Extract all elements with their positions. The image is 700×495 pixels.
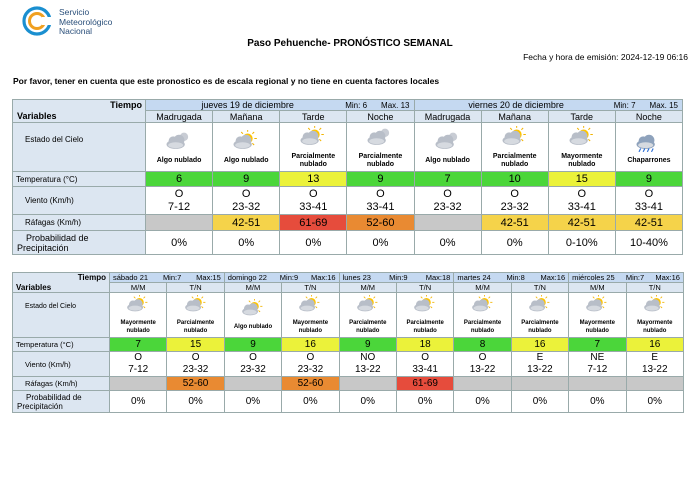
variables-label: Variables [13,283,110,293]
precipitation-cell: 0-10% [548,231,615,255]
sun-cloud-icon [500,126,530,153]
temperature-cell: 7 [569,338,626,352]
sky-label-1: Parcialmente [349,320,387,326]
temperature-cell: 16 [511,338,568,352]
sky-wrap [213,130,279,165]
day-name: sábado 21 [113,273,149,282]
sky-cell [396,293,453,338]
day-name: jueves 19 de diciembre [201,100,294,110]
sky-cell [454,293,511,338]
smn-logo-icon [22,6,56,36]
wind-cell [396,352,453,377]
temperature-cell: 7 [414,172,481,187]
day-header [454,273,569,283]
day-header-inner [225,273,339,282]
sky-label-2: nublado [183,328,208,334]
sun-cloud-icon [470,295,496,319]
sun-cloud-icon [527,295,553,319]
day-header [146,100,415,111]
precip-label-2: Precipitación [17,242,69,253]
page-title: Paso Pehuenche- PRONÓSTICO SEMANAL [247,38,453,49]
wind-direction: NE [590,352,605,363]
sky-wrap [110,295,166,335]
sky-wrap [482,126,548,169]
precipitacion-label [13,391,110,413]
gust-cell [146,215,213,231]
org-line-2: Meteorológico [59,16,113,27]
sun-cloud-icon [298,126,328,153]
sky-label-1: Parcialmente [463,320,502,326]
temperatura-label: Temperatura (°C) [13,172,146,187]
period-header: M/M [569,283,626,293]
wind-cell [414,187,481,215]
temperature-cell: 7 [110,338,167,352]
sky-cell [347,123,414,172]
day-name: martes 24 [457,273,491,282]
tiempo-label: Tiempo [13,273,110,283]
sky-label-2: nublado [126,328,150,334]
rain-cloud-icon [634,130,664,157]
sky-cell [481,123,548,172]
wind-cell [213,187,280,215]
day-min: Min:7 [625,273,645,282]
sun-cloud-icon [297,295,323,319]
gust-cell [224,377,281,391]
org-line-3: Nacional [59,26,93,36]
sky-label-1: Mayormente [637,320,673,326]
wind-direction: E [536,352,544,363]
day-header-inner [569,273,683,282]
viento-label: Viento (Km/h) [13,187,146,215]
wind-speed: 33-41 [366,200,395,213]
tiempo-label: Tiempo [13,100,146,111]
gust-cell [414,215,481,231]
smn-logo [22,6,142,40]
sky-wrap [616,130,682,165]
precipitation-cell: 0% [167,391,224,413]
sky-wrap [146,130,212,165]
sky-label: Parcialmente nublado [492,152,537,168]
sky-wrap [282,295,338,335]
gust-cell: 52-60 [347,215,414,231]
period-header: Tarde [280,111,347,123]
sky-cell [110,293,167,338]
wind-speed: 23-32 [240,364,266,375]
wind-cell [167,352,224,377]
sky-label-2: nublado [643,328,667,334]
wind-cell [481,187,548,215]
wind-cell [146,187,213,215]
viento-label: Viento (Km/h) [13,352,110,377]
cloud-night-icon [433,130,463,157]
day-max: Max:16 [540,273,566,282]
gust-cell [454,377,511,391]
day-min: Min:7 [162,273,182,282]
gust-cell: 42-51 [548,215,615,231]
wind-cell [615,187,682,215]
day-max: Max:16 [655,273,680,282]
wind-direction: O [241,187,251,200]
temperature-cell: 16 [626,338,683,352]
temperature-cell: 18 [396,338,453,352]
temperature-cell: 9 [213,172,280,187]
period-header: T/N [282,283,339,293]
sky-label-2: nublado [470,328,495,334]
period-header: Noche [347,111,414,123]
sky-cell [282,293,339,338]
gust-cell [110,377,167,391]
sky-wrap [415,130,481,165]
precipitation-cell: 0% [414,231,481,255]
temperature-cell: 9 [339,338,396,352]
day-max: Max. 13 [381,100,410,110]
sky-wrap [225,299,281,331]
wind-cell [569,352,626,377]
sky-label-1: Parcialmente [521,320,559,326]
estado-label: Estado del Cielo [13,123,146,172]
precipitation-cell: 0% [213,231,280,255]
period-header: T/N [626,283,683,293]
temperature-cell: 10 [481,172,548,187]
wind-speed: 33-41 [567,200,596,213]
wind-direction: O [644,187,654,200]
cloud-night-icon [164,130,194,157]
precipitation-cell: 0% [224,391,281,413]
gust-cell: 61-69 [280,215,347,231]
day-header [110,273,225,283]
gust-cell: 42-51 [481,215,548,231]
sun-cloud-icon [183,295,209,319]
sun-cloud-icon [412,295,438,319]
sky-label: Chaparrones [627,156,671,164]
sky-cell [280,123,347,172]
precip-label-2: Precipitación [17,401,63,411]
estado-label: Estado del Cielo [13,293,110,338]
wind-cell [110,352,167,377]
wind-cell [224,352,281,377]
precipitation-cell: 0% [569,391,626,413]
forecast-table-week2 [12,272,684,413]
sky-wrap [549,126,615,169]
gust-cell: 61-69 [396,377,453,391]
day-min: Min: 6 [345,100,368,110]
gust-cell: 42-51 [615,215,682,231]
sky-cell [213,123,280,172]
period-header: T/N [511,283,568,293]
temperature-cell: 6 [146,172,213,187]
day-max: Max:18 [425,273,451,282]
forecast-table-week1 [12,99,683,255]
gust-cell: 52-60 [282,377,339,391]
sun-cloud-icon [240,299,266,323]
sky-cell [626,293,683,338]
temperature-cell: 16 [282,338,339,352]
sky-wrap [454,295,510,335]
period-header: Mañana [213,111,280,123]
sky-wrap [280,126,346,169]
sky-label-2: nublado [413,328,437,334]
sky-label-1: Mayormente [292,320,329,326]
temperature-cell: 15 [167,338,224,352]
precipitation-cell: 0% [454,391,511,413]
day-max: Max:15 [196,273,221,282]
sky-cell [224,293,281,338]
sky-label-1: Parcialmente [406,320,444,326]
wind-cell [347,187,414,215]
sky-label-1: Parcialmente [176,320,215,326]
day-name: viernes 20 de diciembre [468,100,564,110]
wind-speed: 7-12 [168,200,191,213]
wind-speed: 7-12 [587,364,608,375]
wind-direction: E [651,352,659,363]
sky-cell [167,293,224,338]
precipitation-cell: 0% [339,391,396,413]
precipitation-cell: 0% [282,391,339,413]
sky-wrap [347,126,413,169]
sky-cell [615,123,682,172]
precip-label-1: Probabilidad de [26,392,82,402]
variables-label: Variables [13,111,146,123]
temperature-cell: 15 [548,172,615,187]
temperature-cell: 9 [615,172,682,187]
precip-label-1: Probabilidad de [26,232,89,243]
temperature-cell: 8 [454,338,511,352]
gust-cell: 52-60 [167,377,224,391]
sky-label-2: nublado [356,328,380,334]
gust-cell [626,377,683,391]
sun-cloud-icon [642,295,668,319]
period-header: Noche [615,111,682,123]
sky-wrap [512,295,568,335]
wind-direction: O [249,352,257,363]
wind-speed: 33-41 [634,200,663,213]
sky-label: Algo nublado [425,156,470,164]
sky-label: Algo nublado [223,156,269,164]
period-header: Madrugada [414,111,481,123]
day-max: Max:16 [310,273,336,282]
gust-cell [569,377,626,391]
wind-direction: O [306,352,315,363]
wind-direction: O [478,352,487,363]
temperature-cell: 9 [347,172,414,187]
gust-cell [511,377,568,391]
sky-cell [414,123,481,172]
sky-wrap [340,295,396,335]
sky-label-2: nublado [528,328,552,334]
wind-speed: 23-32 [232,200,261,213]
wind-speed: 33-41 [412,364,438,375]
rafagas-label: Ráfagas (Km/h) [13,215,146,231]
precipitation-cell: 0% [280,231,347,255]
precipitation-cell: 0% [146,231,213,255]
gust-cell [339,377,396,391]
wind-direction: O [510,187,519,200]
sky-label: Mayormente nublado [561,152,603,168]
period-header: Mañana [481,111,548,123]
sky-cell [569,293,626,338]
wind-direction: O [191,352,200,363]
day-header-inner [110,273,224,282]
day-min: Min:9 [279,273,299,282]
wind-cell [282,352,339,377]
wind-speed: 13-22 [527,364,553,375]
wind-direction: O [443,187,452,200]
precipitation-cell: 0% [110,391,167,413]
period-header: M/M [224,283,281,293]
period-header: Madrugada [146,111,213,123]
day-name: miércoles 25 [572,273,615,282]
precipitation-cell: 0% [396,391,453,413]
period-header: T/N [167,283,224,293]
precipitation-cell: 0% [511,391,568,413]
period-header: M/M [454,283,511,293]
sky-label: Algo nublado [156,156,202,164]
precipitation-cell: 10-40% [615,231,682,255]
temperature-cell: 9 [224,338,281,352]
day-name: domingo 22 [227,273,267,282]
period-header: M/M [339,283,396,293]
day-min: Min:8 [506,273,525,282]
day-header-inner [454,273,568,282]
gust-cell: 42-51 [213,215,280,231]
sky-label-2: nublado [585,328,609,334]
day-min: Min: 7 [613,100,636,110]
sky-wrap [397,295,453,335]
day-max: Max. 15 [649,100,678,110]
wind-speed: 33-41 [299,200,328,213]
sky-label-1: Mayormente [579,320,615,326]
sky-cell [146,123,213,172]
wind-direction: O [376,187,385,200]
wind-speed: 23-32 [500,200,529,213]
sun-cloud-icon [584,295,610,319]
wind-speed: 13-22 [641,364,668,375]
wind-cell [511,352,568,377]
sky-wrap [167,295,223,335]
precipitacion-label [13,231,146,255]
precipitation-cell: 0% [626,391,683,413]
wind-direction: NO [360,352,376,363]
sky-label: Parcialmente nublado [291,152,336,168]
sky-cell [548,123,615,172]
sun-cloud-icon [125,295,151,319]
day-header [569,273,684,283]
day-min: Min:9 [389,273,408,282]
sky-label: Parcialmente nublado [358,152,403,168]
wind-direction: O [134,352,143,363]
day-header [339,273,454,283]
day-header [224,273,339,283]
period-header: Tarde [548,111,615,123]
precipitation-cell: 0% [347,231,414,255]
day-name: lunes 23 [342,273,371,282]
wind-direction: O [174,187,184,200]
wind-speed: 7-12 [128,364,149,375]
day-header-inner [340,273,454,282]
rafagas-label: Ráfagas (Km/h) [13,377,110,391]
wind-direction: O [577,187,587,200]
wind-cell [626,352,683,377]
wind-cell [548,187,615,215]
wind-direction: O [309,187,318,200]
sky-wrap [569,295,625,335]
precipitation-cell: 0% [481,231,548,255]
day-header [414,100,683,111]
sky-cell [339,293,396,338]
period-header: M/M [110,283,167,293]
sky-label-2: nublado [298,328,323,334]
wind-speed: 13-22 [469,364,496,375]
sky-label-1: Algo nublado [233,324,273,330]
cloud-night-icon [365,126,395,153]
wind-cell [280,187,347,215]
sky-label-1: Mayormente [120,320,156,326]
sun-cloud-icon [355,295,381,319]
emission-date: Fecha y hora de emisión: 2024-12-19 06:16 [523,52,688,62]
period-header: T/N [396,283,453,293]
regional-notice: Por favor, tener en cuenta que este pronostico es de escala regional y no tiene en cuenta factores locales [13,76,440,86]
sun-cloud-icon [231,130,261,157]
wind-cell [454,352,511,377]
wind-speed: 23-32 [433,200,462,213]
sky-wrap [627,295,683,335]
sky-cell [511,293,568,338]
sun-cloud-icon [567,126,597,153]
wind-speed: 23-32 [182,364,209,375]
wind-speed: 23-32 [297,364,324,375]
org-line-1: Servicio [59,7,90,17]
wind-cell [339,352,396,377]
wind-direction: O [421,352,430,363]
wind-speed: 13-22 [354,364,381,375]
temperatura-label: Temperatura (°C) [13,338,110,352]
temperature-cell: 13 [280,172,347,187]
